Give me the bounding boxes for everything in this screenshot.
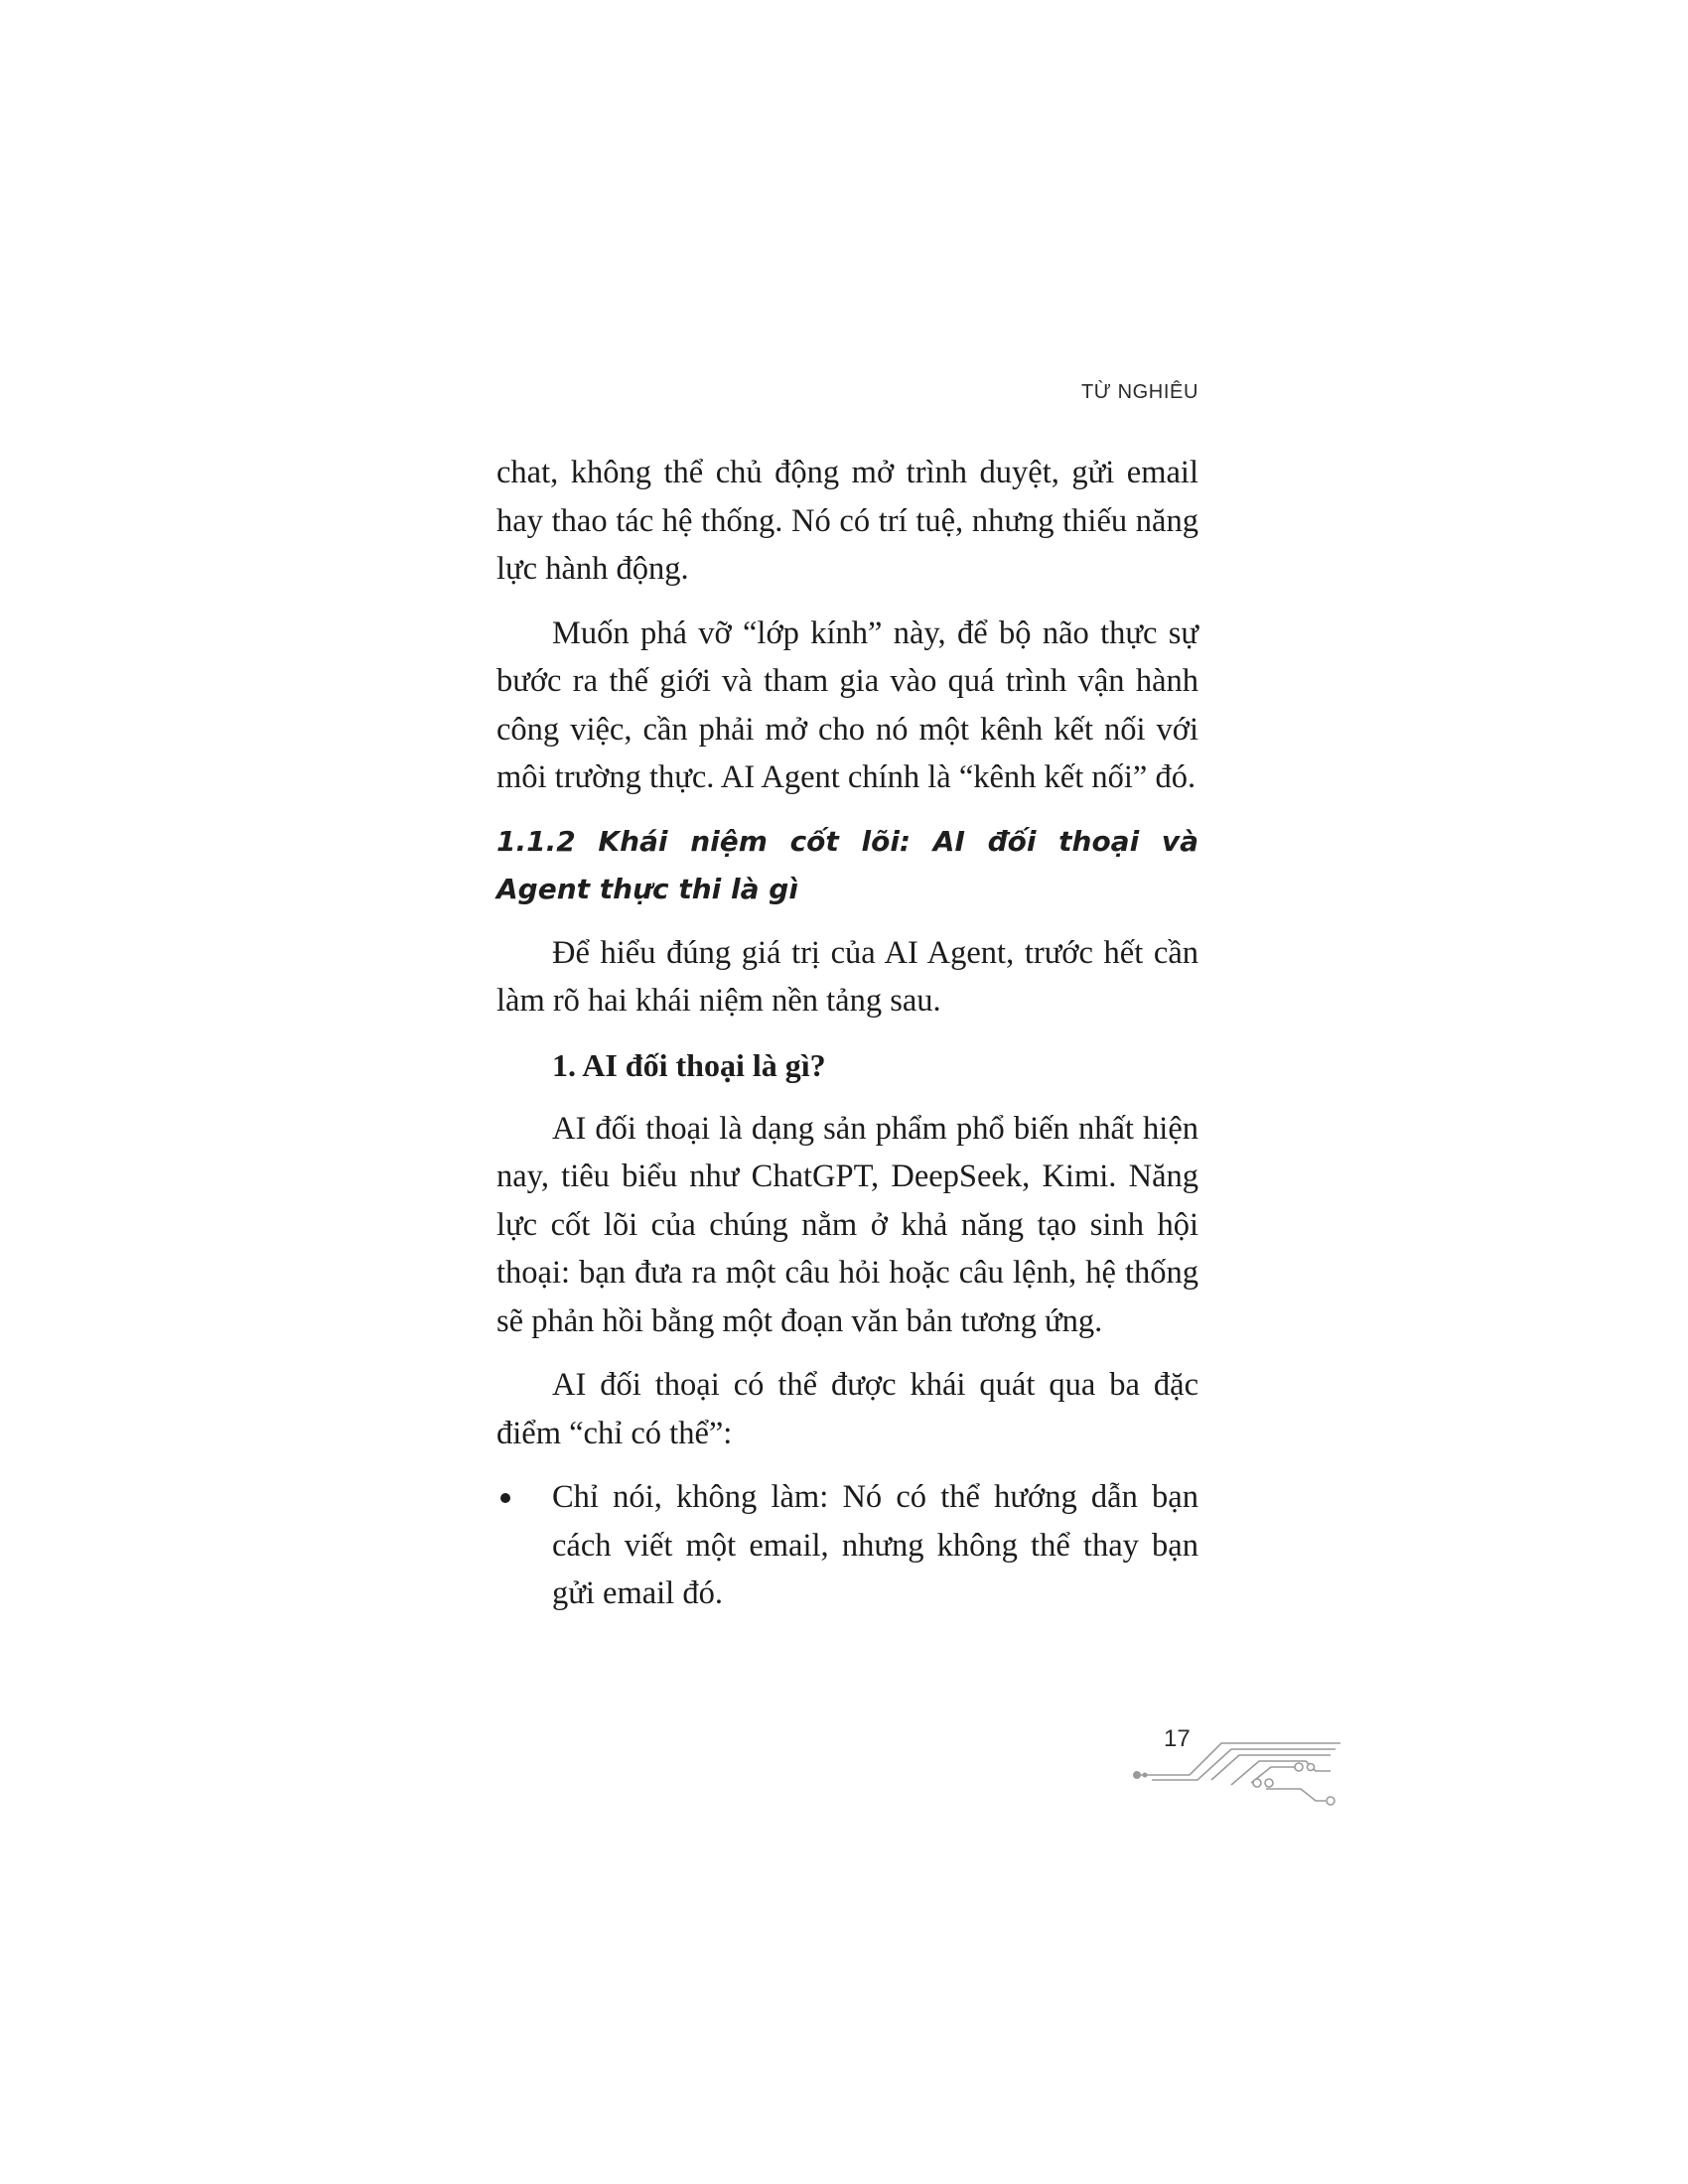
paragraph-continuation: chat, không thể chủ động mở trình duyệt, gửi email hay thao tác hệ thống. Nó có trí tuệ, nhưng thiếu năng lực hành động.: [496, 455, 1198, 587]
paragraph: Để hiểu đúng giá trị của AI Agent, trước hết cần làm rõ hai khái niệm nền tảng sau.: [496, 934, 1198, 1019]
list-item: [496, 1473, 1198, 1618]
section-heading: 1.1.2 Khái niệm cốt lõi: AI đối thoại và Agent thực thi là gì: [496, 824, 1198, 905]
page-body: [496, 449, 1198, 1618]
page-number: 17: [1164, 1725, 1191, 1752]
paragraph: AI đối thoại là dạng sản phẩm phổ biến nhất hiện nay, tiêu biểu như ChatGPT, DeepSeek, Kimi. Năng lực cốt lõi của chúng nằm ở khả năng tạo sinh hội thoại: bạn đưa ra một câu hỏi hoặc câu lệnh, hệ thống sẽ phản hồi bằng một đoạn văn bản tương ứng.: [496, 1110, 1198, 1339]
list-item-text: Chỉ nói, không làm: Nó có thể hướng dẫn bạn cách viết một email, nhưng không thể thay bạn gửi email đó.: [552, 1479, 1198, 1611]
bullet-icon: [500, 1493, 510, 1503]
running-header: TỪ NGHIÊU: [1080, 381, 1198, 403]
paragraph: Muốn phá vỡ “lớp kính” này, để bộ não thực sự bước ra thế giới và tham gia vào quá trình vận hành công việc, cần phải mở cho nó một kênh kết nối với môi trường thực. AI Agent chính là “kênh kết nối” đó.: [496, 614, 1198, 795]
paragraph: AI đối thoại có thể được khái quát qua ba đặc điểm “chỉ có thể”:: [496, 1367, 1198, 1451]
circuit-lines-icon: [1132, 1717, 1350, 1817]
bullet-list: [496, 1473, 1198, 1618]
sub-heading: 1. AI đối thoại là gì?: [552, 1046, 826, 1083]
